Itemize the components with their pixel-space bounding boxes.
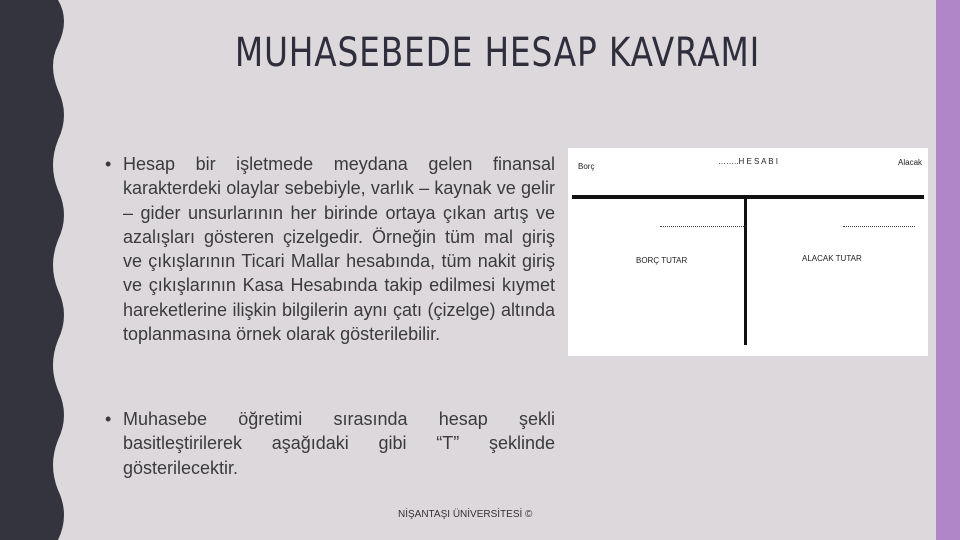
left-decorative-band <box>0 0 70 540</box>
left-dotted-line <box>660 226 746 227</box>
debit-amount-label: BORÇ TUTAR <box>636 256 688 265</box>
slide-title: MUHASEBEDE HESAP KAVRAMI <box>234 30 761 76</box>
footer-copyright: NİŞANTAŞI ÜNİVERSİTESİ © <box>398 509 533 520</box>
bullet-paragraph-1 <box>105 152 555 346</box>
t-account-title: ……..H E S A B I <box>718 157 779 166</box>
bullet-marker: • <box>105 154 112 174</box>
bullet-marker: • <box>105 409 112 429</box>
t-account-diagram <box>568 148 928 356</box>
t-account-vertical-line <box>744 195 747 345</box>
bullet-text-2: Muhasebe öğretimi sırasında hesap şekli basitleştirilerek aşağıdaki gibi “T” şeklinde gösterilecektir. <box>123 409 555 478</box>
t-account-horizontal-line <box>572 195 924 199</box>
bullet-text-1: Hesap bir işletmede meydana gelen finansal karakterdeki olaylar sebebiyle, varlık – kaynak ve gelir – gider unsurlarının her birinde ortaya çıkan artış ve azalışları gösteren çizelgedir. Örneğin tüm mal giriş ve çıkışlarının Ticari Mallar hesabında, tüm nakit giriş ve çıkışlarının Kasa Hesabında takip edilmesi kıymet hareketlerine ilişkin bilgilerin aynı çatı (çizelge) altında toplanmasına örnek olarak gösterilebilir. <box>123 154 555 345</box>
right-dotted-line <box>843 226 915 227</box>
bullet-paragraph-2 <box>105 407 555 480</box>
t-account-right-header: Alacak <box>898 158 923 167</box>
right-accent-band <box>936 0 960 540</box>
t-account-left-header: Borç <box>578 162 595 171</box>
credit-amount-label: ALACAK TUTAR <box>802 254 862 263</box>
